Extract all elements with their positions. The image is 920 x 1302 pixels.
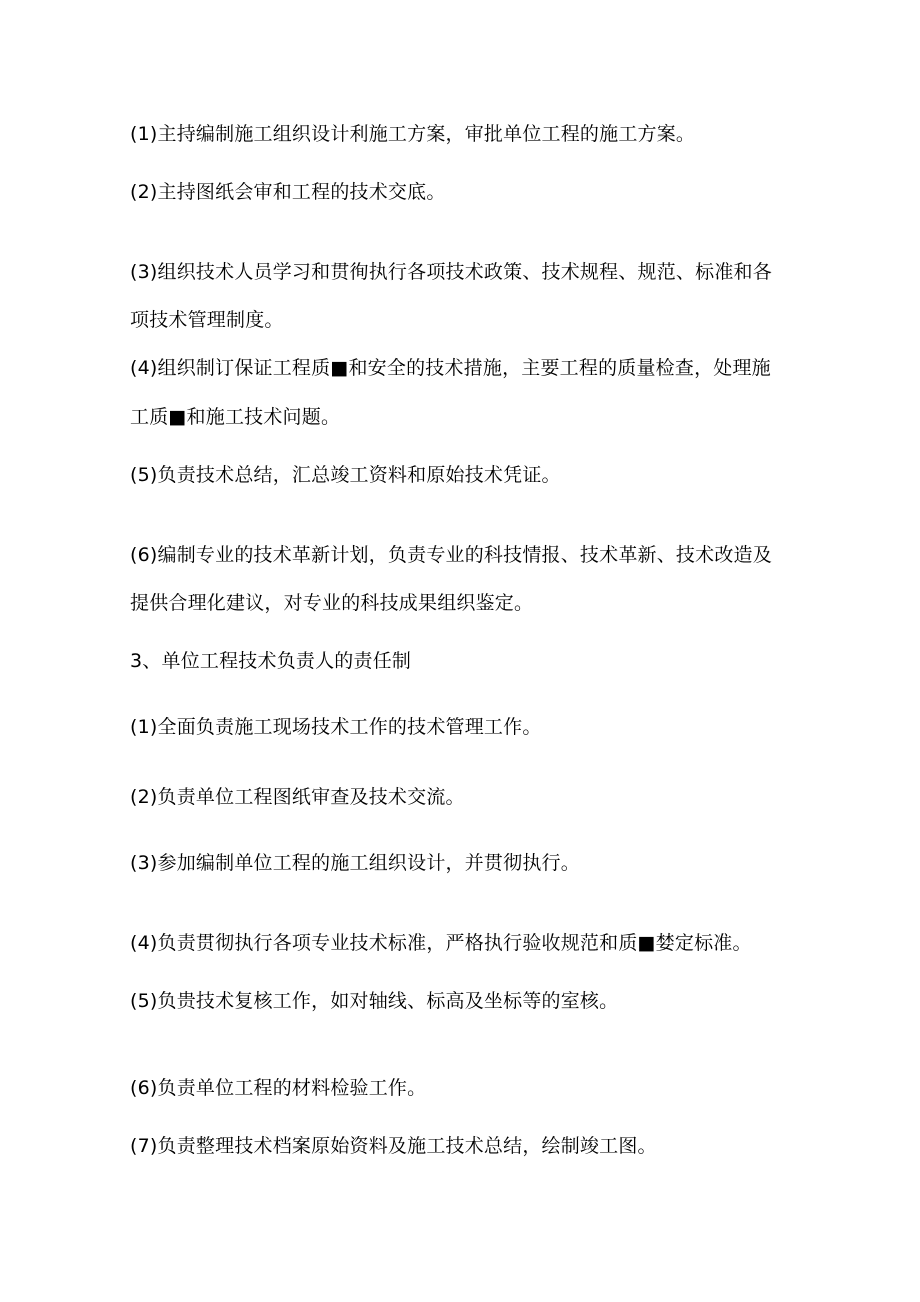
- text-line: 提供合理化建议，对专业的科技成果组织鉴定。: [130, 592, 534, 614]
- text-line: (1)全面负责施工现场技术工作的技术管理工作。: [130, 716, 542, 738]
- text-line: (6)编制专业的技术革新计划，负责专业的科技情报、技术革新、技术改造及: [130, 544, 772, 566]
- text-line: 工质■和施工技术问题。: [130, 406, 341, 428]
- text-line: (5)负责技术总结，汇总竣工资料和原始技术凭证。: [130, 464, 561, 486]
- text-line: (5)负贵技术复核工作，如对轴线、标高及坐标等的室核。: [130, 990, 619, 1012]
- text-line: (3)组织技术人员学习和贯徇执行各项技术政策、技术规程、规范、标准和各: [130, 261, 772, 283]
- text-line: (2)负责单位工程图纸审查及技术交流。: [130, 786, 465, 808]
- text-line: (1)主持编制施工组织设计利施工方案，审批单位工程的施工方案。: [130, 123, 696, 145]
- text-line: 项技术管理制度。: [130, 309, 284, 331]
- text-line: (2)主持图纸会审和工程的技术交底。: [130, 181, 446, 203]
- text-line: (7)负责整理技术档案原始资料及施工技术总结，绘制竣工图。: [130, 1135, 657, 1157]
- text-line: (3)参加编制单位工程的施工组织设计，并贯彻执行。: [130, 852, 580, 874]
- text-line: (6)负责单位工程的材料检验工作。: [130, 1077, 427, 1099]
- section-heading: 3、单位工程技术负责人的责任制: [130, 650, 412, 672]
- text-line: (4)组织制订保证工程质■和安全的技术措施，主要工程的质量检查，处理施: [130, 357, 771, 379]
- text-line: (4)负责贯彻执行各项专业技术标准，严格执行验收规范和质■婪定标准。: [130, 932, 752, 954]
